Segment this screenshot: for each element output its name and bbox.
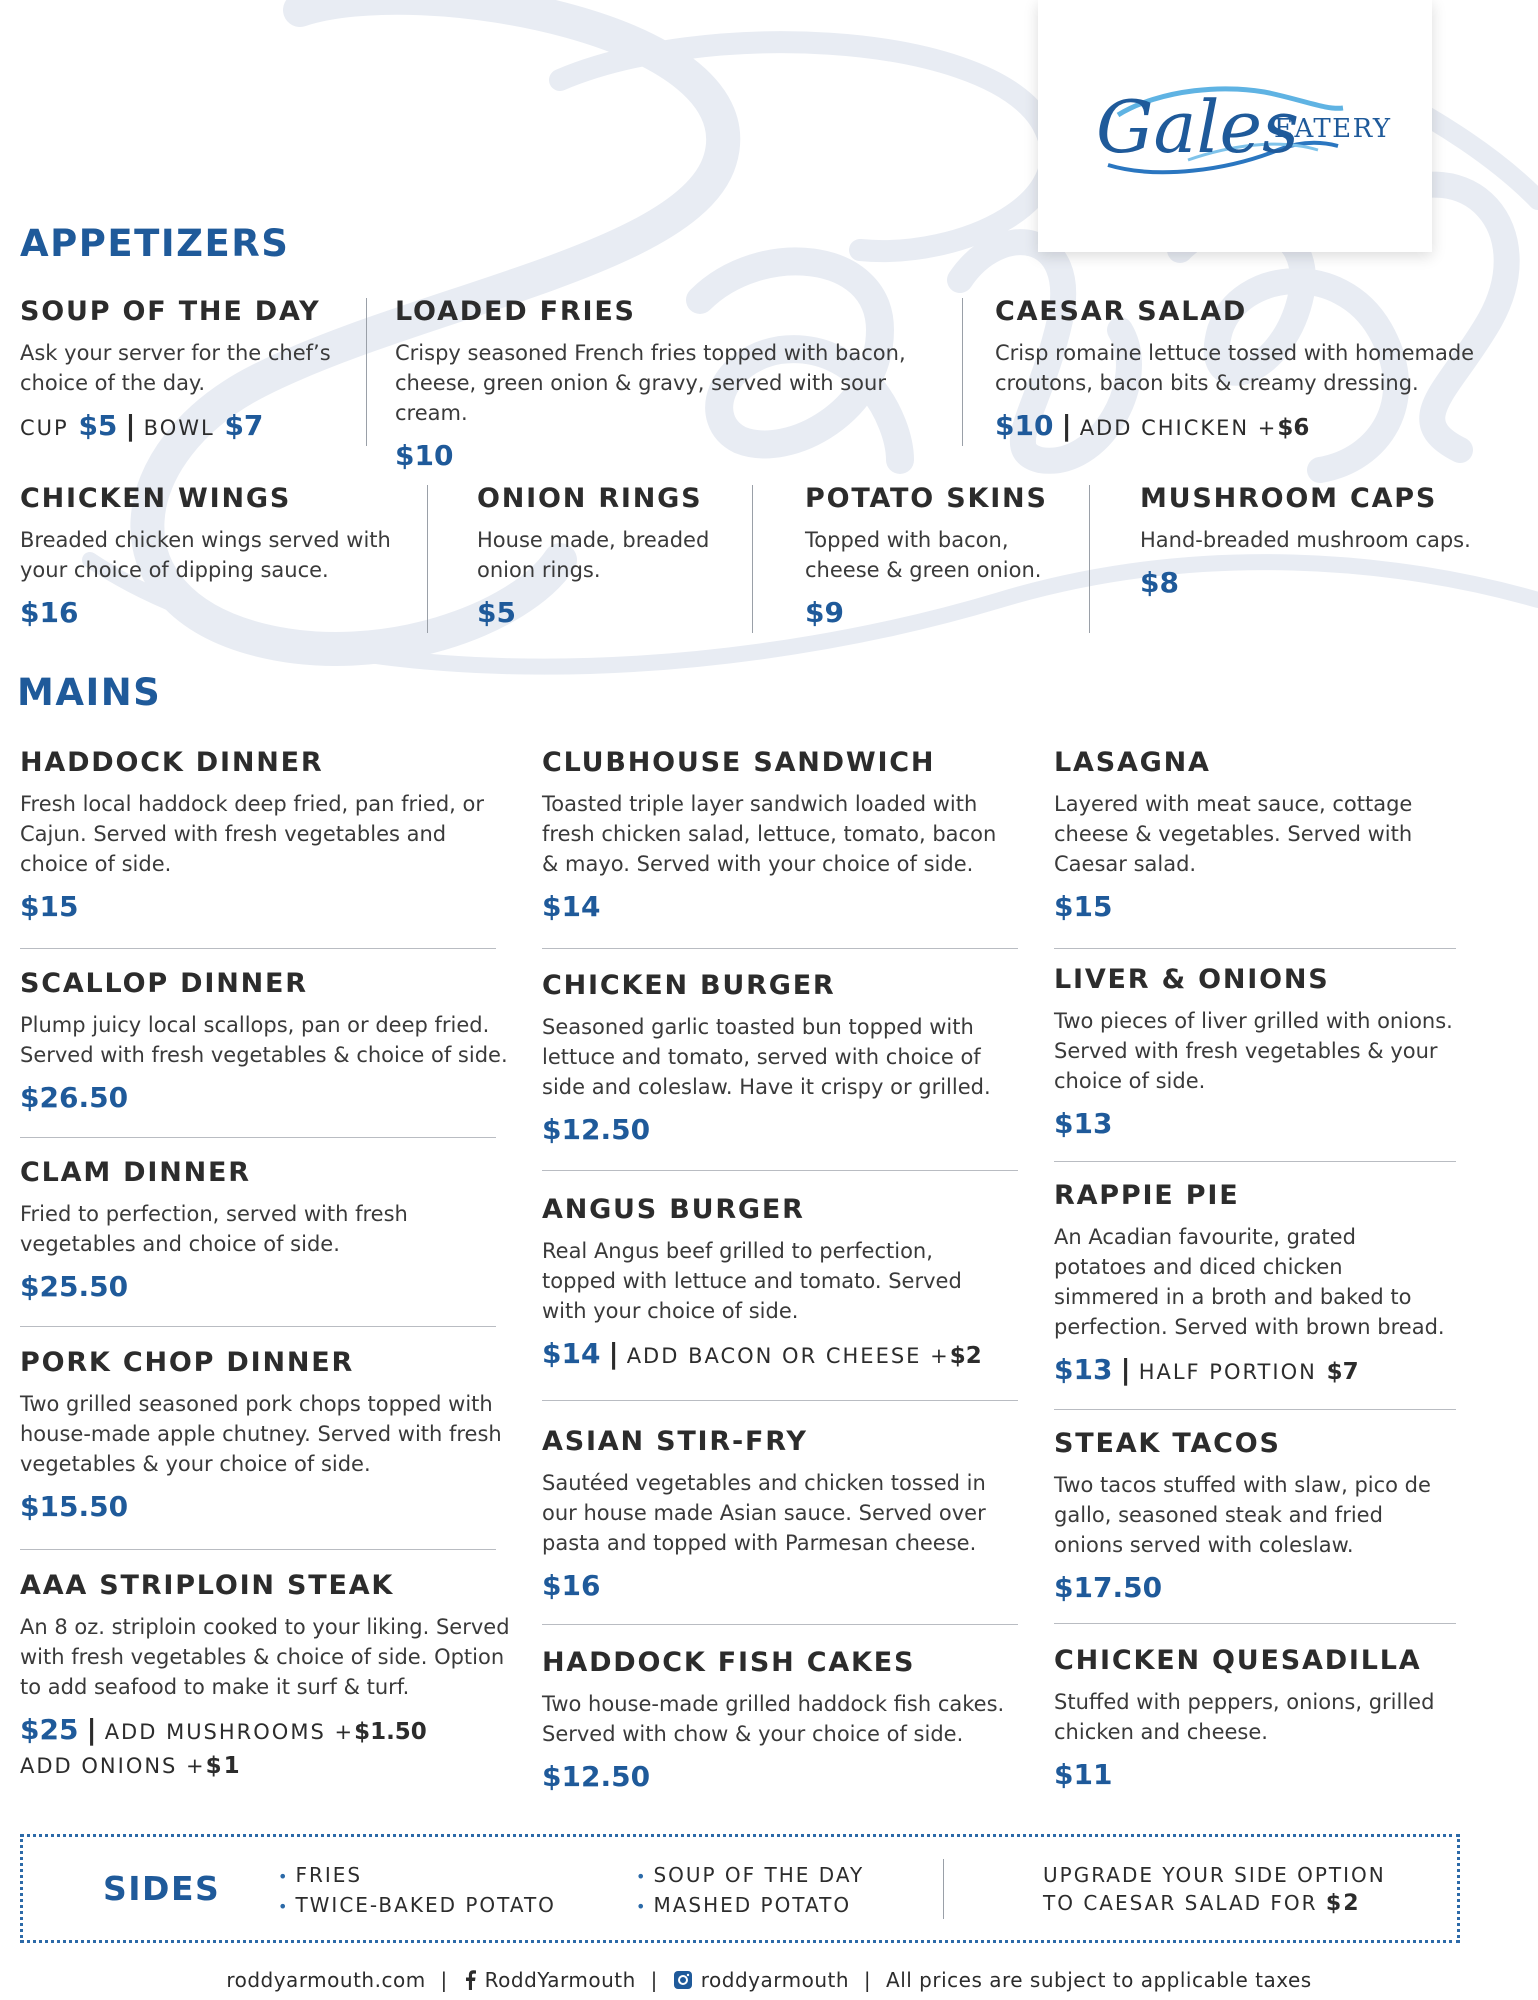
menu-item-lasagna bbox=[1054, 747, 1454, 925]
item-description: Hand-breaded mushroom caps. bbox=[1140, 528, 1471, 552]
item-description: Plump juicy local scallops, pan or deep fried. Served with fresh vegetables & choice of side. bbox=[20, 1013, 508, 1067]
divider bbox=[542, 948, 1018, 949]
price-line: $10 | ADD CHICKEN +$6 bbox=[995, 409, 1310, 442]
item-price: $12.50 bbox=[542, 1760, 651, 1793]
menu-item-chicken-burger bbox=[542, 970, 1012, 1148]
item-description: Fresh local haddock deep fried, pan fried, or Cajun. Served with fresh vegetables and choice of side. bbox=[20, 792, 485, 876]
sides-box bbox=[20, 1834, 1460, 1943]
item-price: $11 bbox=[1054, 1758, 1113, 1791]
sides-title: SIDES bbox=[103, 1869, 221, 1908]
item-description: Two house-made grilled haddock fish cakes. Served with chow & your choice of side. bbox=[542, 1692, 1005, 1746]
item-name: ASIAN STIR-FRY bbox=[542, 1426, 808, 1457]
addon-price: $2 bbox=[949, 1343, 982, 1369]
bowl-price: $7 bbox=[224, 409, 264, 442]
item-name: STEAK TACOS bbox=[1054, 1428, 1281, 1459]
item-name: SCALLOP DINNER bbox=[20, 968, 308, 999]
item-description: An 8 oz. striploin cooked to your liking. Served with fresh vegetables & choice of side. Option to add seafood to make it surf & turf. bbox=[20, 1615, 510, 1699]
item-name: POTATO SKINS bbox=[805, 483, 1048, 514]
item-price: $9 bbox=[805, 596, 844, 629]
menu-item-haddock-fish-cakes bbox=[542, 1647, 1022, 1795]
facebook-icon[interactable] bbox=[463, 1970, 477, 1995]
divider bbox=[1054, 1623, 1456, 1624]
item-name: HADDOCK DINNER bbox=[20, 747, 324, 778]
facebook-handle[interactable]: RoddYarmouth bbox=[484, 1968, 636, 1992]
gales-eatery-logo bbox=[1078, 50, 1398, 200]
divider bbox=[1054, 1161, 1456, 1162]
divider bbox=[542, 1400, 1018, 1401]
separator: | bbox=[650, 1968, 658, 1992]
item-price: $8 bbox=[1140, 566, 1179, 599]
addon-price: $1.50 bbox=[354, 1719, 427, 1745]
upgrade-line-2: TO CAESAR SALAD FOR $2 bbox=[1043, 1891, 1361, 1916]
divider bbox=[542, 1170, 1018, 1171]
mains-title: MAINS bbox=[17, 671, 162, 714]
cup-label: CUP bbox=[20, 416, 69, 440]
item-description: Two tacos stuffed with slaw, pico de gallo, seasoned steak and fried onions served with coleslaw. bbox=[1054, 1473, 1431, 1557]
price-line: $14 | ADD BACON OR CHEESE +$2 bbox=[542, 1337, 982, 1370]
item-name: HADDOCK FISH CAKES bbox=[542, 1647, 916, 1678]
item-description: Ask your server for the chef’s choice of the day. bbox=[20, 341, 331, 395]
divider bbox=[20, 1549, 496, 1550]
cup-price: $5 bbox=[78, 409, 118, 442]
item-price: $25.50 bbox=[20, 1270, 129, 1303]
menu-item-angus-burger bbox=[542, 1194, 1012, 1374]
divider bbox=[943, 1859, 944, 1919]
addon-label: ADD MUSHROOMS + bbox=[104, 1720, 355, 1744]
menu-item-steak-tacos bbox=[1054, 1428, 1454, 1606]
separator: | bbox=[440, 1968, 448, 1992]
item-price: $15 bbox=[20, 890, 79, 923]
menu-item-onion-rings bbox=[477, 483, 737, 631]
item-description: Seasoned garlic toasted bun topped with lettuce and tomato, served with choice of side and coleslaw. Have it crispy or grilled. bbox=[542, 1015, 991, 1099]
sides-list-2 bbox=[636, 1861, 864, 1921]
price-line: $25 | ADD MUSHROOMS +$1.50 bbox=[20, 1713, 427, 1746]
item-name: ANGUS BURGER bbox=[542, 1194, 805, 1225]
sides-list-1 bbox=[278, 1861, 556, 1921]
appetizers-title: APPETIZERS bbox=[20, 222, 290, 265]
item-price: $16 bbox=[20, 596, 79, 629]
item-description: Crispy seasoned French fries topped with bacon, cheese, green onion & gravy, served with sour cream. bbox=[395, 341, 906, 425]
divider bbox=[20, 1137, 496, 1138]
menu-item-liver-onions bbox=[1054, 964, 1454, 1142]
item-price: $15.50 bbox=[20, 1490, 129, 1523]
item-name: ONION RINGS bbox=[477, 483, 703, 514]
item-price: $16 bbox=[542, 1569, 601, 1602]
menu-item-chicken-quesadilla bbox=[1054, 1645, 1454, 1793]
item-description: Two pieces of liver grilled with onions. Served with fresh vegetables & your choice of side. bbox=[1054, 1009, 1453, 1093]
addon-price: $6 bbox=[1277, 415, 1310, 441]
item-price: $14 bbox=[542, 890, 601, 923]
item-price: $17.50 bbox=[1054, 1571, 1163, 1604]
addon-label: ADD BACON OR CHEESE + bbox=[626, 1344, 950, 1368]
item-description: Fried to perfection, served with fresh vegetables and choice of side. bbox=[20, 1202, 408, 1256]
item-name: MUSHROOM CAPS bbox=[1140, 483, 1438, 514]
menu-item-clubhouse-sandwich bbox=[542, 747, 1012, 925]
item-description: An Acadian favourite, grated potatoes and diced chicken simmered in a broth and baked to perfection. Served with brown bread. bbox=[1054, 1225, 1445, 1339]
item-name: SOUP OF THE DAY bbox=[20, 296, 321, 327]
divider bbox=[1054, 948, 1456, 949]
item-name: LASAGNA bbox=[1054, 747, 1211, 778]
upgrade-price: $2 bbox=[1325, 1891, 1361, 1916]
item-price: $13 bbox=[1054, 1107, 1113, 1140]
divider bbox=[1089, 485, 1090, 633]
item-description: Layered with meat sauce, cottage cheese & vegetables. Served with Caesar salad. bbox=[1054, 792, 1413, 876]
item-description: Two grilled seasoned pork chops topped with house-made apple chutney. Served with fresh vegetables & your choice of side. bbox=[20, 1392, 502, 1476]
upgrade-note bbox=[1043, 1861, 1386, 1918]
menu-item-loaded-fries bbox=[395, 296, 955, 474]
half-portion-label: HALF PORTION bbox=[1138, 1360, 1317, 1384]
item-name: CHICKEN QUESADILLA bbox=[1054, 1645, 1422, 1676]
item-name: CAESAR SALAD bbox=[995, 296, 1248, 327]
item-description: Stuffed with peppers, onions, grilled chicken and cheese. bbox=[1054, 1690, 1435, 1744]
divider bbox=[20, 1326, 496, 1327]
item-description: House made, breaded onion rings. bbox=[477, 528, 710, 582]
side-item: • FRIES bbox=[278, 1861, 556, 1891]
menu-item-caesar-salad bbox=[995, 296, 1475, 446]
item-price: $5 bbox=[477, 596, 516, 629]
item-name: AAA STRIPLOIN STEAK bbox=[20, 1570, 395, 1601]
upgrade-line-1: UPGRADE YOUR SIDE OPTION bbox=[1043, 1863, 1386, 1887]
item-price: $13 bbox=[1054, 1353, 1113, 1386]
item-name: CLUBHOUSE SANDWICH bbox=[542, 747, 936, 778]
menu-item-asian-stir-fry bbox=[542, 1426, 1022, 1604]
price-line: $13 | HALF PORTION $7 bbox=[1054, 1353, 1359, 1386]
item-description: Breaded chicken wings served with your choice of dipping sauce. bbox=[20, 528, 391, 582]
item-description: Toasted triple layer sandwich loaded with fresh chicken salad, lettuce, tomato, bacon & mayo. Served with your choice of side. bbox=[542, 792, 997, 876]
addon-label: ADD ONIONS + bbox=[20, 1754, 206, 1778]
item-description: Real Angus beef grilled to perfection, topped with lettuce and tomato. Served with your choice of side. bbox=[542, 1239, 962, 1323]
menu-item-pork-chop-dinner bbox=[20, 1347, 510, 1525]
instagram-handle[interactable]: roddyarmouth bbox=[700, 1968, 850, 1992]
item-description: Sautéed vegetables and chicken tossed in our house made Asian sauce. Served over pasta and topped with Parmesan cheese. bbox=[542, 1471, 986, 1555]
item-price: $12.50 bbox=[542, 1113, 651, 1146]
bowl-label: BOWL bbox=[143, 416, 215, 440]
footer bbox=[0, 1968, 1538, 1995]
item-name: LIVER & ONIONS bbox=[1054, 964, 1330, 995]
addon-line bbox=[20, 1750, 520, 1782]
menu-item-rappie-pie bbox=[1054, 1180, 1454, 1390]
item-description: Crisp romaine lettuce tossed with homemade croutons, bacon bits & creamy dressing. bbox=[995, 341, 1475, 395]
side-item: • SOUP OF THE DAY bbox=[636, 1861, 864, 1891]
menu-item-striploin-steak bbox=[20, 1570, 520, 1782]
item-price: $15 bbox=[1054, 890, 1113, 923]
website-link[interactable]: roddyarmouth.com bbox=[226, 1968, 426, 1992]
divider bbox=[366, 298, 367, 446]
separator: | bbox=[863, 1968, 872, 1992]
item-price: $25 bbox=[20, 1713, 79, 1746]
logo-sub-text: EATERY bbox=[1274, 114, 1392, 144]
menu-item-clam-dinner bbox=[20, 1157, 480, 1305]
divider bbox=[542, 1624, 1018, 1625]
addon-label: ADD CHICKEN + bbox=[1079, 416, 1278, 440]
menu-item-haddock-dinner bbox=[20, 747, 490, 925]
tax-note: All prices are subject to applicable taxes bbox=[886, 1968, 1312, 1992]
logo-script-text: Gales bbox=[1096, 85, 1300, 169]
item-name: RAPPIE PIE bbox=[1054, 1180, 1240, 1211]
price-line: CUP $5 | BOWL $7 bbox=[20, 409, 264, 442]
menu-item-scallop-dinner bbox=[20, 968, 510, 1116]
divider bbox=[752, 485, 753, 633]
item-name: CHICKEN WINGS bbox=[20, 483, 292, 514]
divider bbox=[1054, 1409, 1456, 1410]
item-price: $10 bbox=[395, 439, 454, 472]
item-price: $26.50 bbox=[20, 1081, 129, 1114]
item-price: $10 bbox=[995, 409, 1054, 442]
menu-item-potato-skins bbox=[805, 483, 1085, 631]
instagram-icon[interactable] bbox=[673, 1970, 693, 1995]
addon-price: $1 bbox=[205, 1753, 242, 1779]
menu-item-mushroom-caps bbox=[1140, 483, 1480, 601]
item-price: $14 bbox=[542, 1337, 601, 1370]
half-portion-price: $7 bbox=[1326, 1359, 1359, 1385]
item-name: LOADED FRIES bbox=[395, 296, 636, 327]
item-name: PORK CHOP DINNER bbox=[20, 1347, 355, 1378]
item-description: Topped with bacon, cheese & green onion. bbox=[805, 528, 1042, 582]
side-item: • TWICE-BAKED POTATO bbox=[278, 1891, 556, 1921]
divider bbox=[962, 298, 963, 446]
side-item: • MASHED POTATO bbox=[636, 1891, 864, 1921]
menu-item-chicken-wings bbox=[20, 483, 420, 631]
item-name: CLAM DINNER bbox=[20, 1157, 251, 1188]
item-name: CHICKEN BURGER bbox=[542, 970, 836, 1001]
divider bbox=[20, 948, 496, 949]
logo-card bbox=[1038, 0, 1432, 252]
menu-item-soup bbox=[20, 296, 350, 446]
divider bbox=[427, 485, 428, 633]
